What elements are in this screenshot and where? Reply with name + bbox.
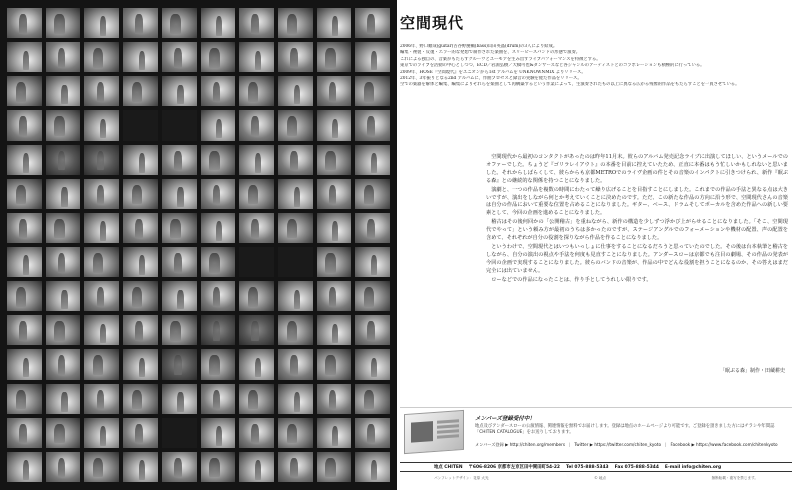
film-frame bbox=[84, 110, 119, 140]
film-frame bbox=[123, 452, 158, 482]
film-frame bbox=[278, 145, 313, 175]
film-frame bbox=[317, 452, 352, 482]
intro-line: 空での楽器を解体と編集、編集によりそれらを楽曲として再構築するという作業によって、生演奏されたもの以上に異なる広がる残像的作品をもたらすことを一貫させている。 bbox=[400, 82, 740, 88]
film-frame bbox=[46, 42, 81, 72]
film-frame bbox=[355, 247, 390, 277]
film-frame bbox=[162, 418, 197, 448]
film-frame bbox=[355, 349, 390, 379]
film-frame bbox=[7, 76, 42, 106]
film-frame bbox=[239, 452, 274, 482]
film-frame bbox=[355, 452, 390, 482]
film-frame bbox=[46, 8, 81, 38]
film-frame bbox=[239, 384, 274, 414]
film-frame bbox=[278, 452, 313, 482]
film-frame bbox=[123, 315, 158, 345]
intro-line: これによる独自の、音楽がもたらすグルーヴとユーモアを生み出すライブパフォーマンスを特徴とする。 bbox=[400, 56, 601, 62]
film-frame bbox=[123, 418, 158, 448]
film-frame-grid bbox=[7, 8, 390, 482]
film-frame bbox=[278, 349, 313, 379]
film-frame bbox=[123, 145, 158, 175]
film-frame bbox=[162, 8, 197, 38]
film-frame bbox=[239, 42, 274, 72]
film-frame bbox=[317, 110, 352, 140]
film-frame bbox=[278, 42, 313, 72]
film-frame bbox=[162, 384, 197, 414]
essay-paragraph: ローなどでの作品になったことは、作り手としてうれしい限りです。 bbox=[486, 276, 652, 283]
film-frame bbox=[162, 76, 197, 106]
film-frame bbox=[201, 281, 236, 311]
film-frame bbox=[317, 76, 352, 106]
film-frame bbox=[7, 145, 42, 175]
org-email[interactable]: E-mail info@chiten.org bbox=[664, 464, 722, 470]
film-frame bbox=[162, 315, 197, 345]
membership-links bbox=[475, 442, 787, 448]
film-frame bbox=[84, 452, 119, 482]
intro-line: 2012年、3年振りとなる2nd アルバムに、作曲プロセスと録音の実験を経た作品をリリース。 bbox=[400, 76, 582, 82]
film-frame bbox=[239, 110, 274, 140]
film-frame bbox=[7, 281, 42, 311]
membership-title: メンバーズ登録受付中！ bbox=[475, 416, 535, 422]
essay-signature: 「眠ぶる森」制作・田蔵耕史 bbox=[720, 368, 786, 374]
essay-paragraph: 演劇と、一つの作品を複数の時間にわたって繰り広げることを目指すことにしました。これまでの作品の手法と異なる点は大きいですが、演出をしながら何とか考えていくことに決めたのです。ただ、この新たな作品の方向に沿う形で、空間現代さんの音楽は自分の作品において重要な位置を占めることになりました。ギター、ベース、ドラムそしてボーカルを含めた作品への新しい要素として、今回の企画を進めることになりました。 bbox=[486, 186, 788, 217]
film-frame bbox=[84, 213, 119, 243]
copyright-mark: © 地点 bbox=[594, 476, 607, 480]
intro-line: 2009年、HOSE『空間現代』をユニオンから1st アルバムを UNKNOWNMIX よりリリース。 bbox=[400, 69, 586, 75]
film-frame bbox=[239, 418, 274, 448]
film-frame bbox=[7, 315, 42, 345]
essay-paragraph: 稽古はその後何回かの「公開稽古」を重ねながら、新作の構造を少しずつ浮かび上がらせることになりました。「そこ、空間現代でやって」という頼み方が最初のうちは多かったのですが、ステージアングルでのフォーメーションや機材の配置、声の配置を含めて、それぞれが自分の役割を探りながら作品を作ることになりました。 bbox=[486, 219, 788, 242]
film-frame bbox=[201, 247, 236, 277]
intro-line: 2006年、野口順哉(guitar)古谷野慶輔(bass)山田英晶(drum)の3人により結成。 bbox=[400, 44, 558, 49]
film-frame bbox=[317, 145, 352, 175]
film-frame bbox=[84, 8, 119, 38]
film-frame bbox=[355, 8, 390, 38]
film-frame bbox=[201, 42, 236, 72]
film-frame bbox=[278, 315, 313, 345]
film-frame bbox=[123, 110, 158, 140]
film-frame bbox=[162, 452, 197, 482]
film-frame bbox=[46, 281, 81, 311]
film-frame bbox=[278, 8, 313, 38]
film-frame bbox=[7, 384, 42, 414]
film-frame bbox=[317, 42, 352, 72]
film-frame bbox=[201, 145, 236, 175]
film-frame bbox=[7, 110, 42, 140]
film-frame bbox=[84, 418, 119, 448]
film-frame bbox=[317, 247, 352, 277]
org-tel: Tel 075-888-5343 bbox=[565, 464, 609, 470]
page-title: 空間現代 bbox=[400, 14, 465, 32]
film-frame bbox=[239, 76, 274, 106]
org-address: 〒606-8206 京都市左京区田中関田町54-22 bbox=[468, 465, 560, 470]
film-frame bbox=[46, 76, 81, 106]
film-frame bbox=[123, 8, 158, 38]
film-frame bbox=[84, 76, 119, 106]
film-frame bbox=[7, 179, 42, 209]
film-frame bbox=[278, 76, 313, 106]
contact-bar bbox=[400, 462, 792, 472]
film-frame bbox=[239, 145, 274, 175]
film-frame bbox=[317, 213, 352, 243]
link-separator: | bbox=[665, 442, 667, 447]
film-frame bbox=[123, 179, 158, 209]
intro-line: 東京でのライブを活動の中心としつつ、ECD／岩淵弘樹／大橋可也&ダンサーズなど各ジャンルのアーティストとのコラボレーションも積極的に行っている。 bbox=[400, 63, 705, 69]
film-frame bbox=[239, 213, 274, 243]
film-frame bbox=[201, 452, 236, 482]
intro-line: 編集・複製・反復・エラー的な発想で制作された楽曲を、スリーピースバンドの形態で演奏。 bbox=[400, 50, 581, 56]
film-frame bbox=[201, 213, 236, 243]
film-frame bbox=[123, 384, 158, 414]
film-frame bbox=[162, 179, 197, 209]
film-frame bbox=[162, 349, 197, 379]
film-frame bbox=[201, 315, 236, 345]
film-frame bbox=[46, 452, 81, 482]
photo-strip-panel bbox=[0, 0, 397, 490]
film-frame bbox=[84, 281, 119, 311]
design-credit: パンフレットデザイン：花原 大光 bbox=[434, 476, 489, 480]
film-frame bbox=[7, 8, 42, 38]
membership-description: 地点及びアンダースローの公演情報、関連情報を無料でお届けします。登録は地点のホームページより可能です。ご登録を頂きました方にはチラシや年間誌「CHITEN CATALOGUE」をお送りしております。 bbox=[475, 424, 775, 435]
film-frame bbox=[239, 349, 274, 379]
film-frame bbox=[46, 418, 81, 448]
film-frame bbox=[278, 418, 313, 448]
twitter-link[interactable]: Twitter ▶ https://twitter.com/chiten_kyoto bbox=[574, 442, 662, 447]
film-frame bbox=[123, 247, 158, 277]
film-frame bbox=[84, 247, 119, 277]
film-frame bbox=[355, 42, 390, 72]
film-frame bbox=[355, 179, 390, 209]
catalogue-photo bbox=[404, 410, 464, 454]
film-frame bbox=[278, 281, 313, 311]
film-frame bbox=[46, 247, 81, 277]
film-frame bbox=[46, 213, 81, 243]
film-frame bbox=[162, 213, 197, 243]
film-frame bbox=[123, 76, 158, 106]
film-frame bbox=[239, 8, 274, 38]
film-frame bbox=[317, 384, 352, 414]
film-frame bbox=[46, 315, 81, 345]
film-frame bbox=[84, 315, 119, 345]
org-name: 地点 CHITEN bbox=[434, 465, 463, 470]
film-frame bbox=[46, 179, 81, 209]
film-frame bbox=[239, 247, 274, 277]
film-frame bbox=[84, 349, 119, 379]
org-fax: Fax 075-888-5344 bbox=[614, 464, 659, 470]
film-frame bbox=[162, 110, 197, 140]
film-frame bbox=[278, 213, 313, 243]
film-frame bbox=[278, 110, 313, 140]
film-frame bbox=[317, 418, 352, 448]
film-frame bbox=[239, 315, 274, 345]
film-frame bbox=[355, 384, 390, 414]
film-frame bbox=[355, 418, 390, 448]
film-frame bbox=[355, 76, 390, 106]
film-frame bbox=[317, 315, 352, 345]
film-frame bbox=[123, 42, 158, 72]
film-frame bbox=[7, 418, 42, 448]
film-frame bbox=[201, 179, 236, 209]
film-frame bbox=[355, 213, 390, 243]
film-frame bbox=[355, 315, 390, 345]
film-frame bbox=[278, 247, 313, 277]
film-frame bbox=[201, 384, 236, 414]
film-frame bbox=[201, 8, 236, 38]
essay-paragraph: 空間現代から最初のコンタクトがあったのは昨年11月末。彼らのアルバム発売記念ライブに出演してほしい、というメールでのオファーでした。ちょうど『ゴリラレイアウト』の本番を目前に控えていたため、正直に本番はもう忙しいかもしれないと思いました。それからしばらくして、彼らからも京都METROでのライヴ企画の件とその音楽のインパクトに引きつけられ、新作『眠ぶる森』との継続的な関係を持つことになりました。 bbox=[486, 154, 788, 184]
film-frame bbox=[7, 349, 42, 379]
film-frame bbox=[355, 145, 390, 175]
film-frame bbox=[201, 76, 236, 106]
film-frame bbox=[46, 384, 81, 414]
film-frame bbox=[7, 247, 42, 277]
film-frame bbox=[123, 349, 158, 379]
film-frame bbox=[84, 179, 119, 209]
film-frame bbox=[278, 384, 313, 414]
film-frame bbox=[84, 384, 119, 414]
film-frame bbox=[201, 349, 236, 379]
film-frame bbox=[317, 179, 352, 209]
film-frame bbox=[317, 349, 352, 379]
film-frame bbox=[162, 247, 197, 277]
film-frame bbox=[201, 418, 236, 448]
film-frame bbox=[123, 281, 158, 311]
film-frame bbox=[317, 8, 352, 38]
film-frame bbox=[84, 145, 119, 175]
credits-line bbox=[400, 476, 792, 481]
facebook-link[interactable]: Facebook ▶ https://www.facebook.com/chitenkyoto bbox=[670, 442, 778, 447]
link-separator: | bbox=[569, 442, 571, 447]
film-frame bbox=[239, 179, 274, 209]
film-frame bbox=[123, 213, 158, 243]
film-frame bbox=[162, 281, 197, 311]
membership-box bbox=[400, 407, 792, 457]
film-frame bbox=[7, 452, 42, 482]
film-frame bbox=[46, 349, 81, 379]
essay-body bbox=[486, 154, 788, 286]
artist-introduction bbox=[400, 44, 792, 89]
film-frame bbox=[317, 281, 352, 311]
film-frame bbox=[355, 110, 390, 140]
film-frame bbox=[355, 281, 390, 311]
film-frame bbox=[46, 145, 81, 175]
film-frame bbox=[7, 213, 42, 243]
film-frame bbox=[201, 110, 236, 140]
film-frame bbox=[239, 281, 274, 311]
film-frame bbox=[162, 145, 197, 175]
film-frame bbox=[278, 179, 313, 209]
members-registration-link[interactable]: メンバーズ登録 ▶ http://chiten.org/members bbox=[475, 442, 565, 447]
film-frame bbox=[46, 110, 81, 140]
reproduction-notice: 無断転載・複写を禁じます。 bbox=[711, 476, 758, 480]
essay-paragraph: というわけで、空間現代とはいつもいっしょに仕事をすることになるだろうと思っていたのでした。その後は台本執筆と稽古をしながら、自分の演出の視点や手法を何度も見直すことになりました。アンダースローは京都でも注目の劇場、その作品の発表が今回の企画で実現することになりました。彼らのバンドの音楽が、作品の中でどんな役割を担うことになるのか、その答えはまだ完全には出ていません。 bbox=[486, 243, 788, 274]
film-frame bbox=[84, 42, 119, 72]
film-frame bbox=[7, 42, 42, 72]
film-frame bbox=[162, 42, 197, 72]
